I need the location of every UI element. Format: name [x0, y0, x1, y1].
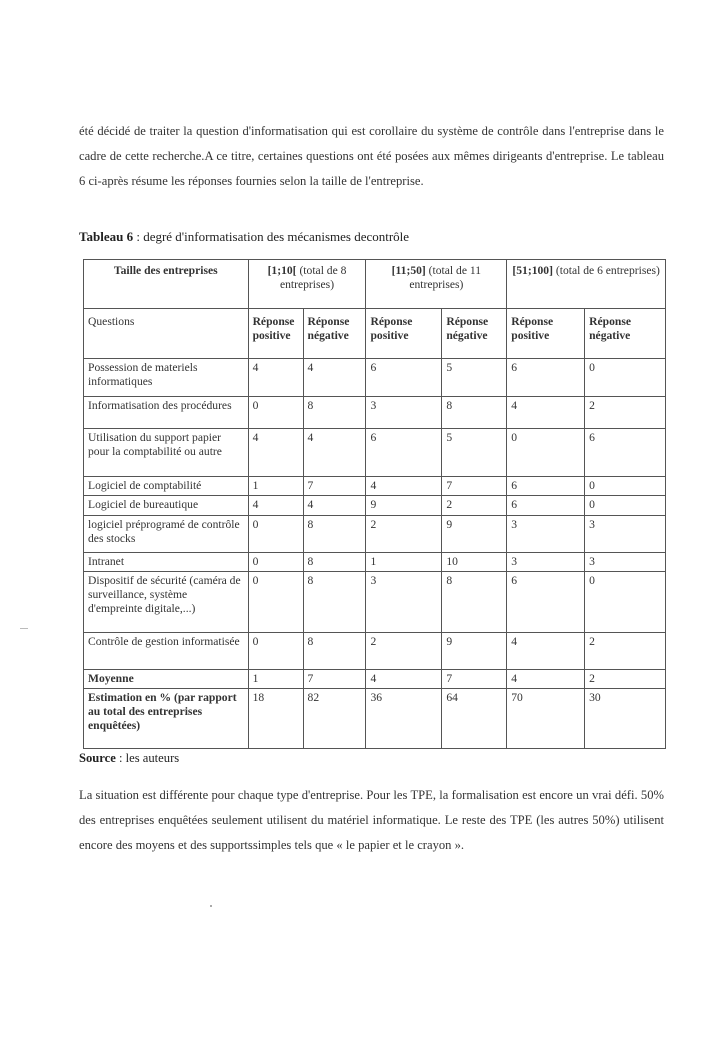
table-cell: 2 [442, 496, 507, 516]
table-cell: 9 [442, 633, 507, 670]
table-cell: 8 [303, 516, 366, 553]
table-row [84, 477, 666, 496]
table-cell: 2 [585, 397, 666, 429]
row-question: Contrôle de gestion informatisée [84, 633, 249, 670]
table-cell: 9 [442, 516, 507, 553]
table-cell: 6 [507, 572, 585, 633]
table-cell: 6 [366, 429, 442, 477]
caption-text: : degré d'informatisation des mécanismes decontrôle [133, 229, 410, 244]
table-cell: 3 [507, 516, 585, 553]
row-question: Dispositif de sécurité (caméra de surveillance, système d'empreinte digitale,...) [84, 572, 249, 633]
table-cell: 5 [442, 359, 507, 397]
table-cell: 70 [507, 689, 585, 749]
table-cell: 0 [585, 477, 666, 496]
row-question: logiciel préprogramé de contrôle des stocks [84, 516, 249, 553]
table-cell: 1 [248, 670, 303, 689]
row-question: Utilisation du support papier pour la comptabilité ou autre [84, 429, 249, 477]
table-cell: 0 [248, 516, 303, 553]
row-question: Logiciel de bureautique [84, 496, 249, 516]
table-cell: 0 [248, 572, 303, 633]
table-cell: 4 [366, 670, 442, 689]
table-cell: 0 [585, 496, 666, 516]
table-cell: 5 [442, 429, 507, 477]
table-cell: 10 [442, 553, 507, 572]
questions-header: Questions [84, 309, 249, 359]
table-source: Source : les auteurs [79, 751, 180, 765]
table-cell: 3 [507, 553, 585, 572]
table-cell: 4 [248, 359, 303, 397]
table-cell: 9 [366, 496, 442, 516]
table-row [84, 689, 666, 749]
size-header: Taille des entreprises [84, 260, 249, 309]
table-cell: 1 [366, 553, 442, 572]
table-row [84, 572, 666, 633]
table-subheader-row [84, 309, 666, 359]
caption-label: Tableau 6 [79, 229, 134, 244]
table-cell: 2 [366, 633, 442, 670]
table-row [84, 670, 666, 689]
table-cell: 3 [585, 516, 666, 553]
table-row [84, 633, 666, 670]
table-cell: 8 [442, 397, 507, 429]
table-cell: 36 [366, 689, 442, 749]
table-header-row [84, 260, 666, 309]
table-cell: 64 [442, 689, 507, 749]
table-cell: 30 [585, 689, 666, 749]
table-cell: 4 [303, 359, 366, 397]
table-row [84, 397, 666, 429]
table-cell: 7 [442, 477, 507, 496]
table-cell: 4 [303, 429, 366, 477]
table-cell: 7 [442, 670, 507, 689]
table-cell: 8 [303, 397, 366, 429]
table-cell: 3 [366, 572, 442, 633]
table-cell: 82 [303, 689, 366, 749]
table-cell: 8 [303, 553, 366, 572]
table-cell: 7 [303, 670, 366, 689]
table-cell: 18 [248, 689, 303, 749]
table-cell: 0 [585, 359, 666, 397]
scan-mark [20, 628, 28, 629]
table-cell: 8 [303, 572, 366, 633]
scan-dot [210, 905, 212, 907]
table-cell: 3 [585, 553, 666, 572]
paragraph-analysis: La situation est différente pour chaque type d'entreprise. Pour les TPE, la formalisation est encore un vrai défi. 50% des entreprises enquêtées seulement utilisent du matériel informatique. Le reste des TPE (les autres 50%) utilisent encore des moyens et des supportssimples tels que « le papier et le crayon ». [79, 788, 664, 852]
table-cell: 0 [507, 429, 585, 477]
table-cell: 0 [248, 397, 303, 429]
table-cell: 3 [366, 397, 442, 429]
group-header: [1;10[ (total de 8 entreprises) [248, 260, 366, 309]
table-cell: 2 [585, 633, 666, 670]
row-question: Logiciel de comptabilité [84, 477, 249, 496]
table-cell: 4 [507, 397, 585, 429]
table-cell: 4 [303, 496, 366, 516]
table-row [84, 553, 666, 572]
group-header: [11;50] (total de 11 entreprises) [366, 260, 507, 309]
table-cell: 2 [585, 670, 666, 689]
negative-header: Réponse négative [442, 309, 507, 359]
data-table [83, 259, 666, 749]
table-cell: 6 [507, 359, 585, 397]
group-header: [51;100] (total de 6 entreprises) [507, 260, 666, 309]
table-cell: 2 [366, 516, 442, 553]
row-question: Moyenne [84, 670, 249, 689]
negative-header: Réponse négative [585, 309, 666, 359]
positive-header: Réponse positive [248, 309, 303, 359]
table-cell: 6 [507, 496, 585, 516]
table-caption [79, 229, 409, 245]
table-cell: 1 [248, 477, 303, 496]
table-cell: 0 [585, 572, 666, 633]
table-cell: 8 [442, 572, 507, 633]
table-cell: 4 [507, 633, 585, 670]
row-question: Estimation en % (par rapport au total des entreprises enquêtées) [84, 689, 249, 749]
positive-header: Réponse positive [507, 309, 585, 359]
negative-header: Réponse négative [303, 309, 366, 359]
row-question: Intranet [84, 553, 249, 572]
table-row [84, 496, 666, 516]
table-cell: 6 [585, 429, 666, 477]
positive-header: Réponse positive [366, 309, 442, 359]
table-cell: 0 [248, 633, 303, 670]
table-cell: 6 [366, 359, 442, 397]
row-question: Possession de materiels informatiques [84, 359, 249, 397]
table-cell: 6 [507, 477, 585, 496]
table-cell: 4 [507, 670, 585, 689]
table-cell: 4 [248, 429, 303, 477]
paragraph-intro: été décidé de traiter la question d'informatisation qui est corollaire du système de contrôle dans l'entreprise dans le cadre de cette recherche.A ce titre, certaines questions ont été posées aux mêmes dirigeants d'entreprise. Le tableau 6 ci-après résume les réponses fournies selon la taille de l'entreprise. [79, 124, 664, 188]
table-cell: 8 [303, 633, 366, 670]
table-cell: 4 [248, 496, 303, 516]
table-cell: 0 [248, 553, 303, 572]
table-cell: 7 [303, 477, 366, 496]
table-row [84, 429, 666, 477]
row-question: Informatisation des procédures [84, 397, 249, 429]
table-cell: 4 [366, 477, 442, 496]
table-row [84, 359, 666, 397]
table-row [84, 516, 666, 553]
